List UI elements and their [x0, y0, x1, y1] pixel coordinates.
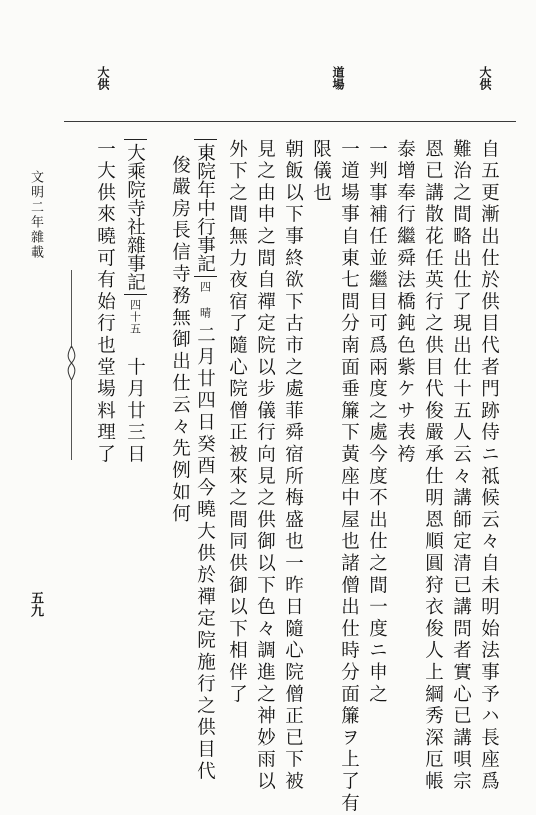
- section-1-weather: 晴: [198, 306, 212, 319]
- text-column-2: 難治之間略出仕了現出仕十五人云々講師定清已講問者實心已講唄宗: [450, 139, 472, 793]
- margin-note-right: 大供: [478, 66, 492, 90]
- section-2-heading: [125, 139, 144, 466]
- text-column-3: 恩已講散花任英行之供目代俊嚴承仕明恩順圓狩衣俊人上綱秀深厄帳: [422, 139, 444, 793]
- text-column-5: 一判事補任並繼目可爲兩度之處今度不出仕之間一度ニ申之: [366, 139, 388, 706]
- text-column-10: 外下之間無力夜宿了隨心院僧正被來之間同供御以下相伴了: [226, 139, 248, 706]
- section-2-volume: 四十五: [128, 299, 142, 335]
- section-1-body: 俊嚴房長信寺務無御出仕云々先例如何: [169, 155, 191, 526]
- text-column-6: 一道場事自東七間分南面垂簾下黃座中屋也諸僧出仕時分面簾ヲ上了有: [338, 139, 360, 815]
- decorative-rule-bottom: [71, 380, 72, 460]
- text-column-4: 泰增奉行繼舜法橋鈍色紫ケサ表袴: [394, 139, 416, 466]
- section-2-date: 十月廿三日: [124, 357, 146, 466]
- page-number: 五九: [28, 591, 43, 617]
- section-1-volume: 四: [198, 280, 212, 293]
- section-2-title: 大乘院寺社雜事記: [124, 139, 147, 295]
- header-rule: [64, 121, 516, 122]
- text-column-8: 朝飯以下事終欲下古市之處菲舜宿所梅盛也一昨日隨心院僧正已下被: [282, 139, 304, 793]
- running-title: 文明二年雜載: [28, 170, 43, 260]
- section-1-date: 二月廿四日癸酉今曉大供於禪定院施行之供目代: [194, 324, 216, 783]
- text-column-7: 限儀也: [310, 139, 332, 205]
- decorative-rule-top: [71, 270, 72, 348]
- text-column-1: 自五更漸出仕於供目代者門跡侍ニ祗候云々自未明始法事予ハ長座爲: [478, 139, 500, 793]
- margin-note-left: 大供: [96, 66, 110, 90]
- decorative-knot: [66, 346, 77, 380]
- section-2-body: 一大供來曉可有始行也堂場料理了: [94, 139, 116, 466]
- section-1-heading: [195, 139, 214, 782]
- text-column-9: 見之由申之間自禪定院以步儀行向見之供御以下色々調進之神妙雨以: [254, 139, 276, 793]
- margin-note-middle: 道場: [331, 66, 345, 90]
- section-1-title: 東院年中行事記: [194, 139, 217, 277]
